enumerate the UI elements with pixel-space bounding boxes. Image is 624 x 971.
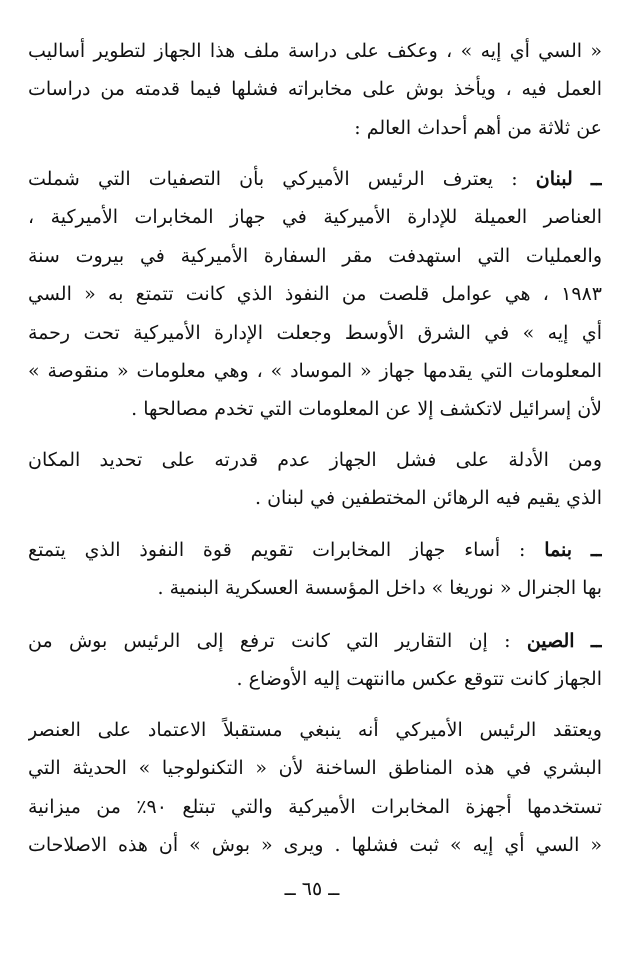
text-run: : إن التقارير التي كانت ترفع إلى الرئيس بوش من (28, 630, 527, 652)
paragraph-1 (28, 32, 602, 147)
text-line: والعمليات التي استهدفت مقر السفارة الأميركية في بيروت سنة (28, 244, 602, 267)
page-number: ــ ٦٥ ــ (284, 878, 340, 900)
text-line: العمل فيه ، ويأخذ بوش على مخابراته فشلها فيما قدمته من دراسات (28, 78, 602, 101)
text-line (28, 531, 602, 569)
text-line: لأن إسرائيل لاتكشف إلا عن المعلومات التي تخدم مصالحها . (131, 398, 602, 421)
text-line: « السي أي إيه » ثبت فشلها . ويرى « بوش » أن هذه الاصلاحات (28, 834, 602, 857)
section-heading-panama: بنما (544, 539, 573, 561)
text-line: بها الجنرال « نوريغا » داخل المؤسسة العسكرية البنمية . (157, 577, 602, 600)
text-line: العناصر العميلة للإدارة الأميركية في جهاز المخابرات الأميركية ، (28, 206, 602, 229)
paragraph-6 (28, 711, 602, 865)
text-line: الذي يقيم فيه الرهائن المختطفين في لبنان . (255, 487, 602, 510)
paragraph-china (28, 622, 602, 699)
text-line (28, 622, 602, 660)
text-line: ومن الأدلة على فشل الجهاز عدم قدرته على تحديد المكان (28, 449, 602, 471)
paragraph-3 (28, 441, 602, 518)
paragraph-lebanon (28, 160, 602, 429)
paragraph-panama (28, 531, 602, 608)
section-heading-china: الصين (526, 630, 575, 652)
text-line: أي إيه » في الشرق الأوسط وجعلت الإدارة الأميركية تحت رحمة (28, 321, 602, 344)
em-dash: ــ (590, 539, 602, 561)
em-dash: ــ (590, 630, 602, 652)
text-line: ويعتقد الرئيس الأميركي أنه ينبغي مستقبلاً الاعتماد على العنصر (28, 719, 602, 741)
text-run: : أساء جهاز المخابرات تقويم قوة النفوذ الذي يتمتع (28, 539, 545, 561)
text-line (28, 160, 602, 198)
text-line: المعلومات التي يقدمها جهاز « الموساد » ، وهي معلومات « منقوصة » (28, 359, 602, 382)
text-line: « السي أي إيه » ، وعكف على دراسة ملف هذا الجهاز لتطوير أساليب (28, 40, 602, 62)
text-line: تستخدمها أجهزة المخابرات الأميركية والتي تبتلع ٩٠٪ من ميزانية (28, 795, 602, 818)
text-run: : يعترف الرئيس الأميركي بأن التصفيات التي شملت (28, 168, 536, 190)
text-line: ١٩٨٣ ، هي عوامل قلصت من النفوذ الذي كانت تتمتع به « السي (28, 283, 602, 306)
text-line: البشري في هذه المناطق الساخنة لأن « التكنولوجيا » الحديثة التي (28, 757, 602, 780)
text-line: الجهاز كانت تتوقع عكس ماانتهت إليه الأوضاع . (236, 668, 602, 691)
text-line: عن ثلاثة من أهم أحداث العالم : (354, 116, 602, 139)
section-heading-lebanon: لبنان (535, 168, 573, 190)
em-dash: ــ (590, 168, 602, 190)
